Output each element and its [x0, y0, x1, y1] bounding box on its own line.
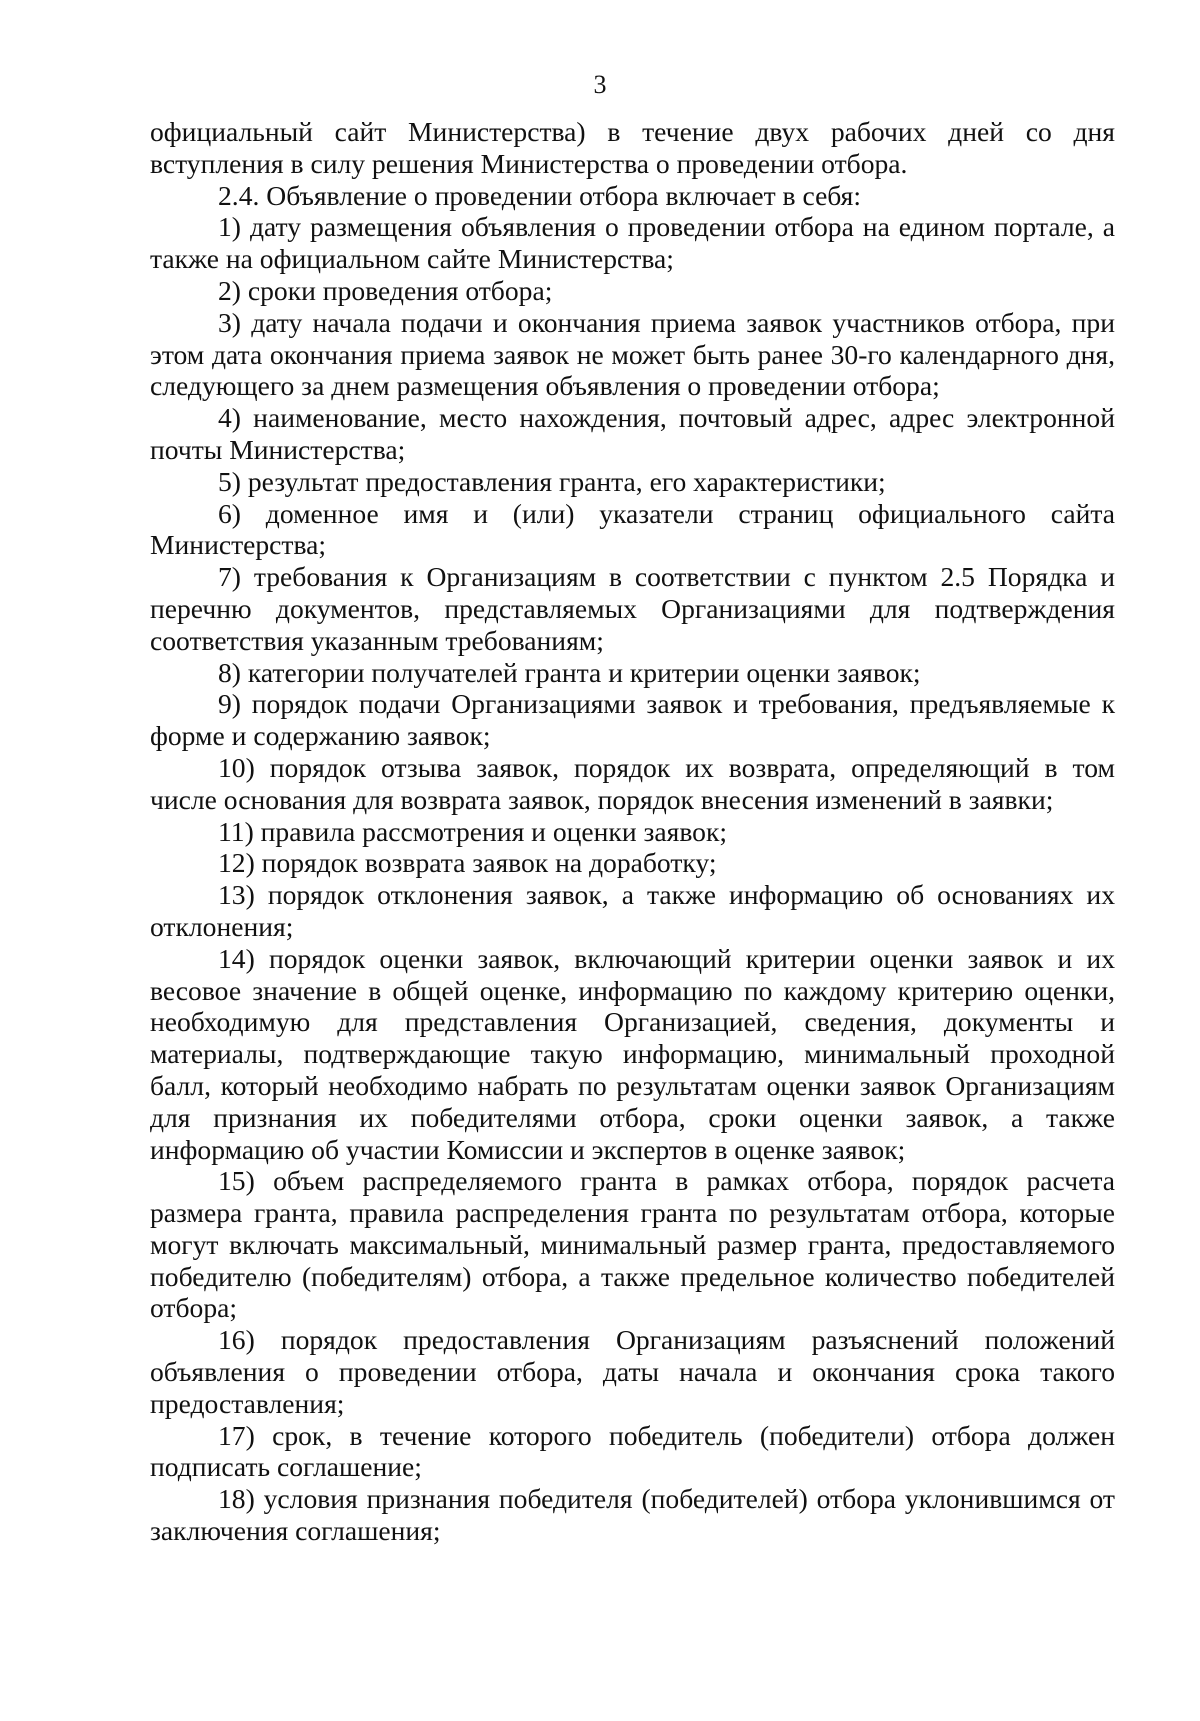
- list-item-14: 14) порядок оценки заявок, включающий критерии оценки заявок и их весовое значение в общей оценке, информацию по каждому критерию оценки, необходимую для представления Организацией, сведения, документы и материалы, подтверждающие такую информацию, минимальный проходной балл, который необходимо набрать по результатам оценки заявок Организациям для признания их победителями отбора, сроки оценки заявок, а также информацию об участии Комиссии и экспертов в оценке заявок;: [150, 942, 1115, 1165]
- page-number: 3: [593, 70, 607, 99]
- list-item-1: 1) дату размещения объявления о проведении отбора на едином портале, а также на официальном сайте Министерства;: [150, 211, 1115, 275]
- list-item-2: 2) сроки проведения отбора;: [218, 274, 553, 306]
- list-item-16: 16) порядок предоставления Организациям разъяснений положений объявления о проведении отбора, даты начала и окончания срока такого предоставления;: [150, 1324, 1115, 1419]
- paragraph-section-2-4: 2.4. Объявление о проведении отбора включает в себя:: [218, 179, 862, 211]
- list-item-13: 13) порядок отклонения заявок, а также информацию об основаниях их отклонения;: [150, 879, 1115, 942]
- list-item-10: 10) порядок отзыва заявок, порядок их возврата, определяющий в том числе основания для возврата заявок, порядок внесения изменений в заявки;: [150, 751, 1115, 815]
- paragraph-continuation: официальный сайт Министерства) в течение двух рабочих дней со дня вступления в силу решения Министерства о проведении отбора.: [150, 116, 1115, 179]
- list-item-3: 3) дату начала подачи и окончания приема заявок участников отбора, при этом дата окончания приема заявок не может быть ранее 30-го календарного дня, следующего за днем размещения объявления о проведении отбора;: [150, 306, 1115, 402]
- document-body: [150, 116, 1115, 1547]
- list-item-17: 17) срок, в течение которого победитель (победители) отбора должен подписать соглашение;: [150, 1419, 1115, 1483]
- list-item-7: 7) требования к Организациям в соответствии с пунктом 2.5 Порядка и перечню документов, представляемых Организациями для подтверждения соответствия указанным требованиям;: [150, 561, 1115, 656]
- list-item-18: 18) условия признания победителя (победителей) отбора уклонившимся от заключения соглашения;: [150, 1483, 1115, 1547]
- list-item-8: 8) категории получателей гранта и критерии оценки заявок;: [218, 656, 921, 688]
- list-item-4: 4) наименование, место нахождения, почтовый адрес, адрес электронной почты Министерства;: [150, 402, 1115, 465]
- list-item-6: 6) доменное имя и (или) указатели страниц официального сайта Министерства;: [150, 497, 1115, 561]
- list-item-11: 11) правила рассмотрения и оценки заявок;: [218, 815, 728, 847]
- list-item-5: 5) результат предоставления гранта, его характеристики;: [218, 465, 886, 497]
- list-item-9: 9) порядок подачи Организациями заявок и требования, предъявляемые к форме и содержанию заявок;: [150, 688, 1115, 752]
- list-item-15: 15) объем распределяемого гранта в рамках отбора, порядок расчета размера гранта, правила распределения гранта по результатам отбора, которые могут включать максимальный, минимальный размер гранта, предоставляемого победителю (победителям) отбора, а также предельное количество победителей отбора;: [150, 1165, 1115, 1324]
- list-item-12: 12) порядок возврата заявок на доработку;: [218, 847, 717, 879]
